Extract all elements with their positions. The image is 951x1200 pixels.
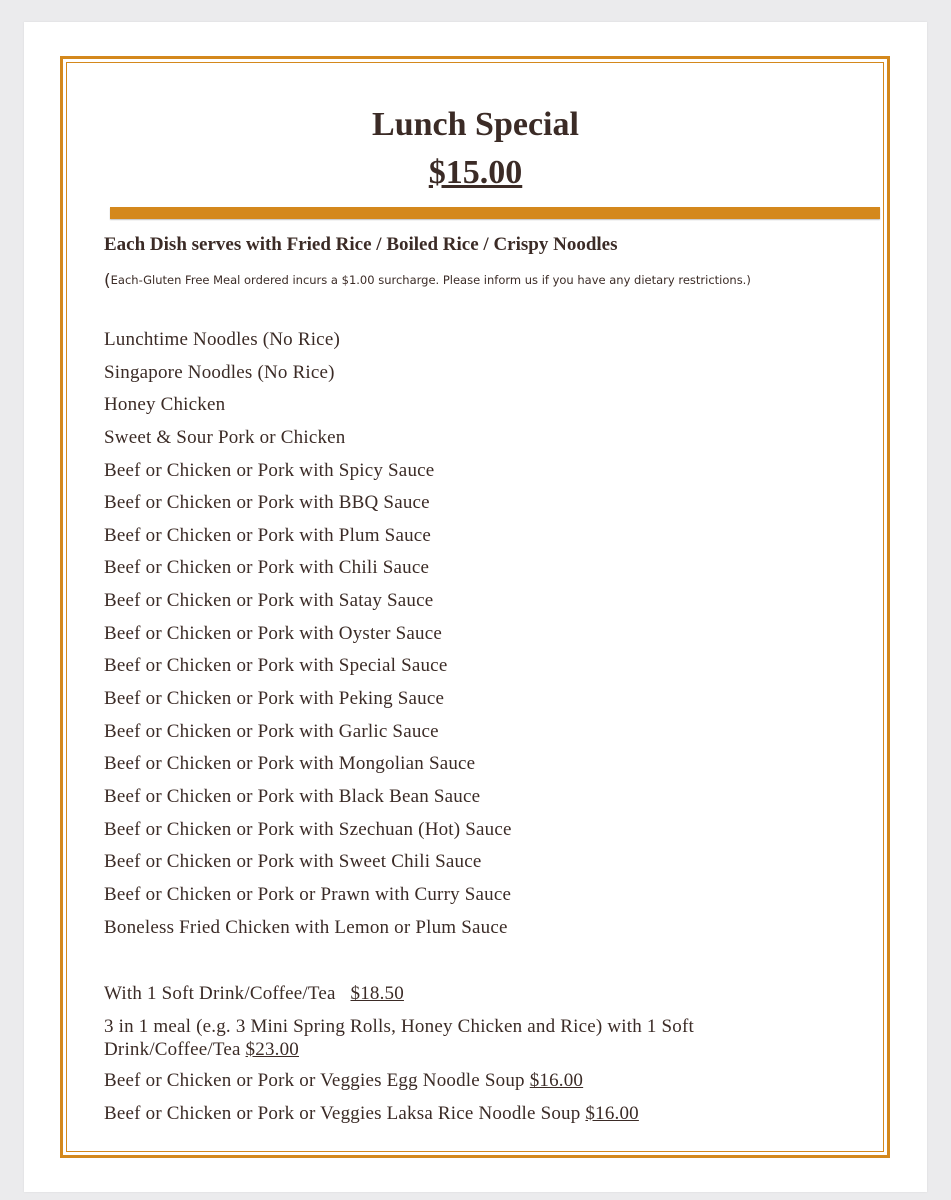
- extra-item-egg-noodle-soup: [104, 1069, 824, 1093]
- menu-item: Honey Chicken: [104, 394, 226, 416]
- menu-item: Beef or Chicken or Pork with Sweet Chili Sauce: [104, 851, 482, 873]
- extra-item-drink: [104, 982, 824, 1006]
- extra-label: Beef or Chicken or Pork or Veggies Egg Noodle Soup: [104, 1070, 525, 1091]
- extra-price: $23.00: [245, 1038, 299, 1060]
- menu-item: Beef or Chicken or Pork with Szechuan (Hot) Sauce: [104, 818, 512, 840]
- note-text: Each-Gluten Free Meal ordered incurs a $1.00 surcharge. Please inform us if you have any dietary restrictions.): [110, 273, 751, 287]
- menu-item: Beef or Chicken or Pork with BBQ Sauce: [104, 492, 430, 514]
- gluten-free-note: [104, 271, 751, 291]
- menu-item: Singapore Noodles (No Rice): [104, 361, 335, 383]
- menu-item: Beef or Chicken or Pork with Plum Sauce: [104, 524, 432, 546]
- menu-item: Beef or Chicken or Pork with Oyster Sauce: [104, 622, 442, 644]
- menu-item: Beef or Chicken or Pork with Chili Sauce: [104, 557, 430, 579]
- menu-item: Beef or Chicken or Pork with Garlic Sauce: [104, 720, 439, 742]
- menu-item: Sweet & Sour Pork or Chicken: [104, 426, 346, 448]
- menu-item: Beef or Chicken or Pork with Peking Sauce: [104, 688, 445, 710]
- extra-price: $18.50: [350, 983, 404, 1004]
- note-open-paren: (: [104, 271, 111, 291]
- extra-label: 3 in 1 meal (e.g. 3 Mini Spring Rolls, Honey Chicken and Rice) with 1 Soft Drink/Coffee/Tea: [104, 1015, 695, 1060]
- menu-item: Beef or Chicken or Pork with Mongolian Sauce: [104, 753, 476, 775]
- extra-item-laksa-soup: [104, 1102, 824, 1126]
- extras-list: [104, 982, 824, 1134]
- page-title: Lunch Special: [372, 106, 579, 143]
- extra-label: With 1 Soft Drink/Coffee/Tea: [104, 983, 336, 1004]
- extra-item-3in1: [104, 1015, 824, 1061]
- extra-price: $16.00: [529, 1070, 584, 1091]
- special-price: $15.00: [428, 154, 523, 191]
- menu-list: [104, 328, 512, 948]
- menu-item: Beef or Chicken or Pork with Spicy Sauce: [104, 459, 435, 481]
- menu-item: Beef or Chicken or Pork with Black Bean Sauce: [104, 785, 481, 807]
- menu-page: [24, 22, 927, 1192]
- divider-bar: [110, 207, 880, 219]
- extra-label: Beef or Chicken or Pork or Veggies Laksa Rice Noodle Soup: [104, 1102, 581, 1124]
- serves-with-line: Each Dish serves with Fried Rice / Boiled Rice / Crispy Noodles: [104, 234, 618, 255]
- menu-item: Boneless Fried Chicken with Lemon or Plum Sauce: [104, 916, 508, 938]
- extra-price: $16.00: [585, 1102, 639, 1124]
- menu-item: Beef or Chicken or Pork with Special Sauce: [104, 655, 448, 677]
- menu-item: Beef or Chicken or Pork with Satay Sauce: [104, 590, 434, 612]
- menu-item: Beef or Chicken or Pork or Prawn with Curry Sauce: [104, 883, 512, 905]
- menu-item: Lunchtime Noodles (No Rice): [104, 329, 340, 350]
